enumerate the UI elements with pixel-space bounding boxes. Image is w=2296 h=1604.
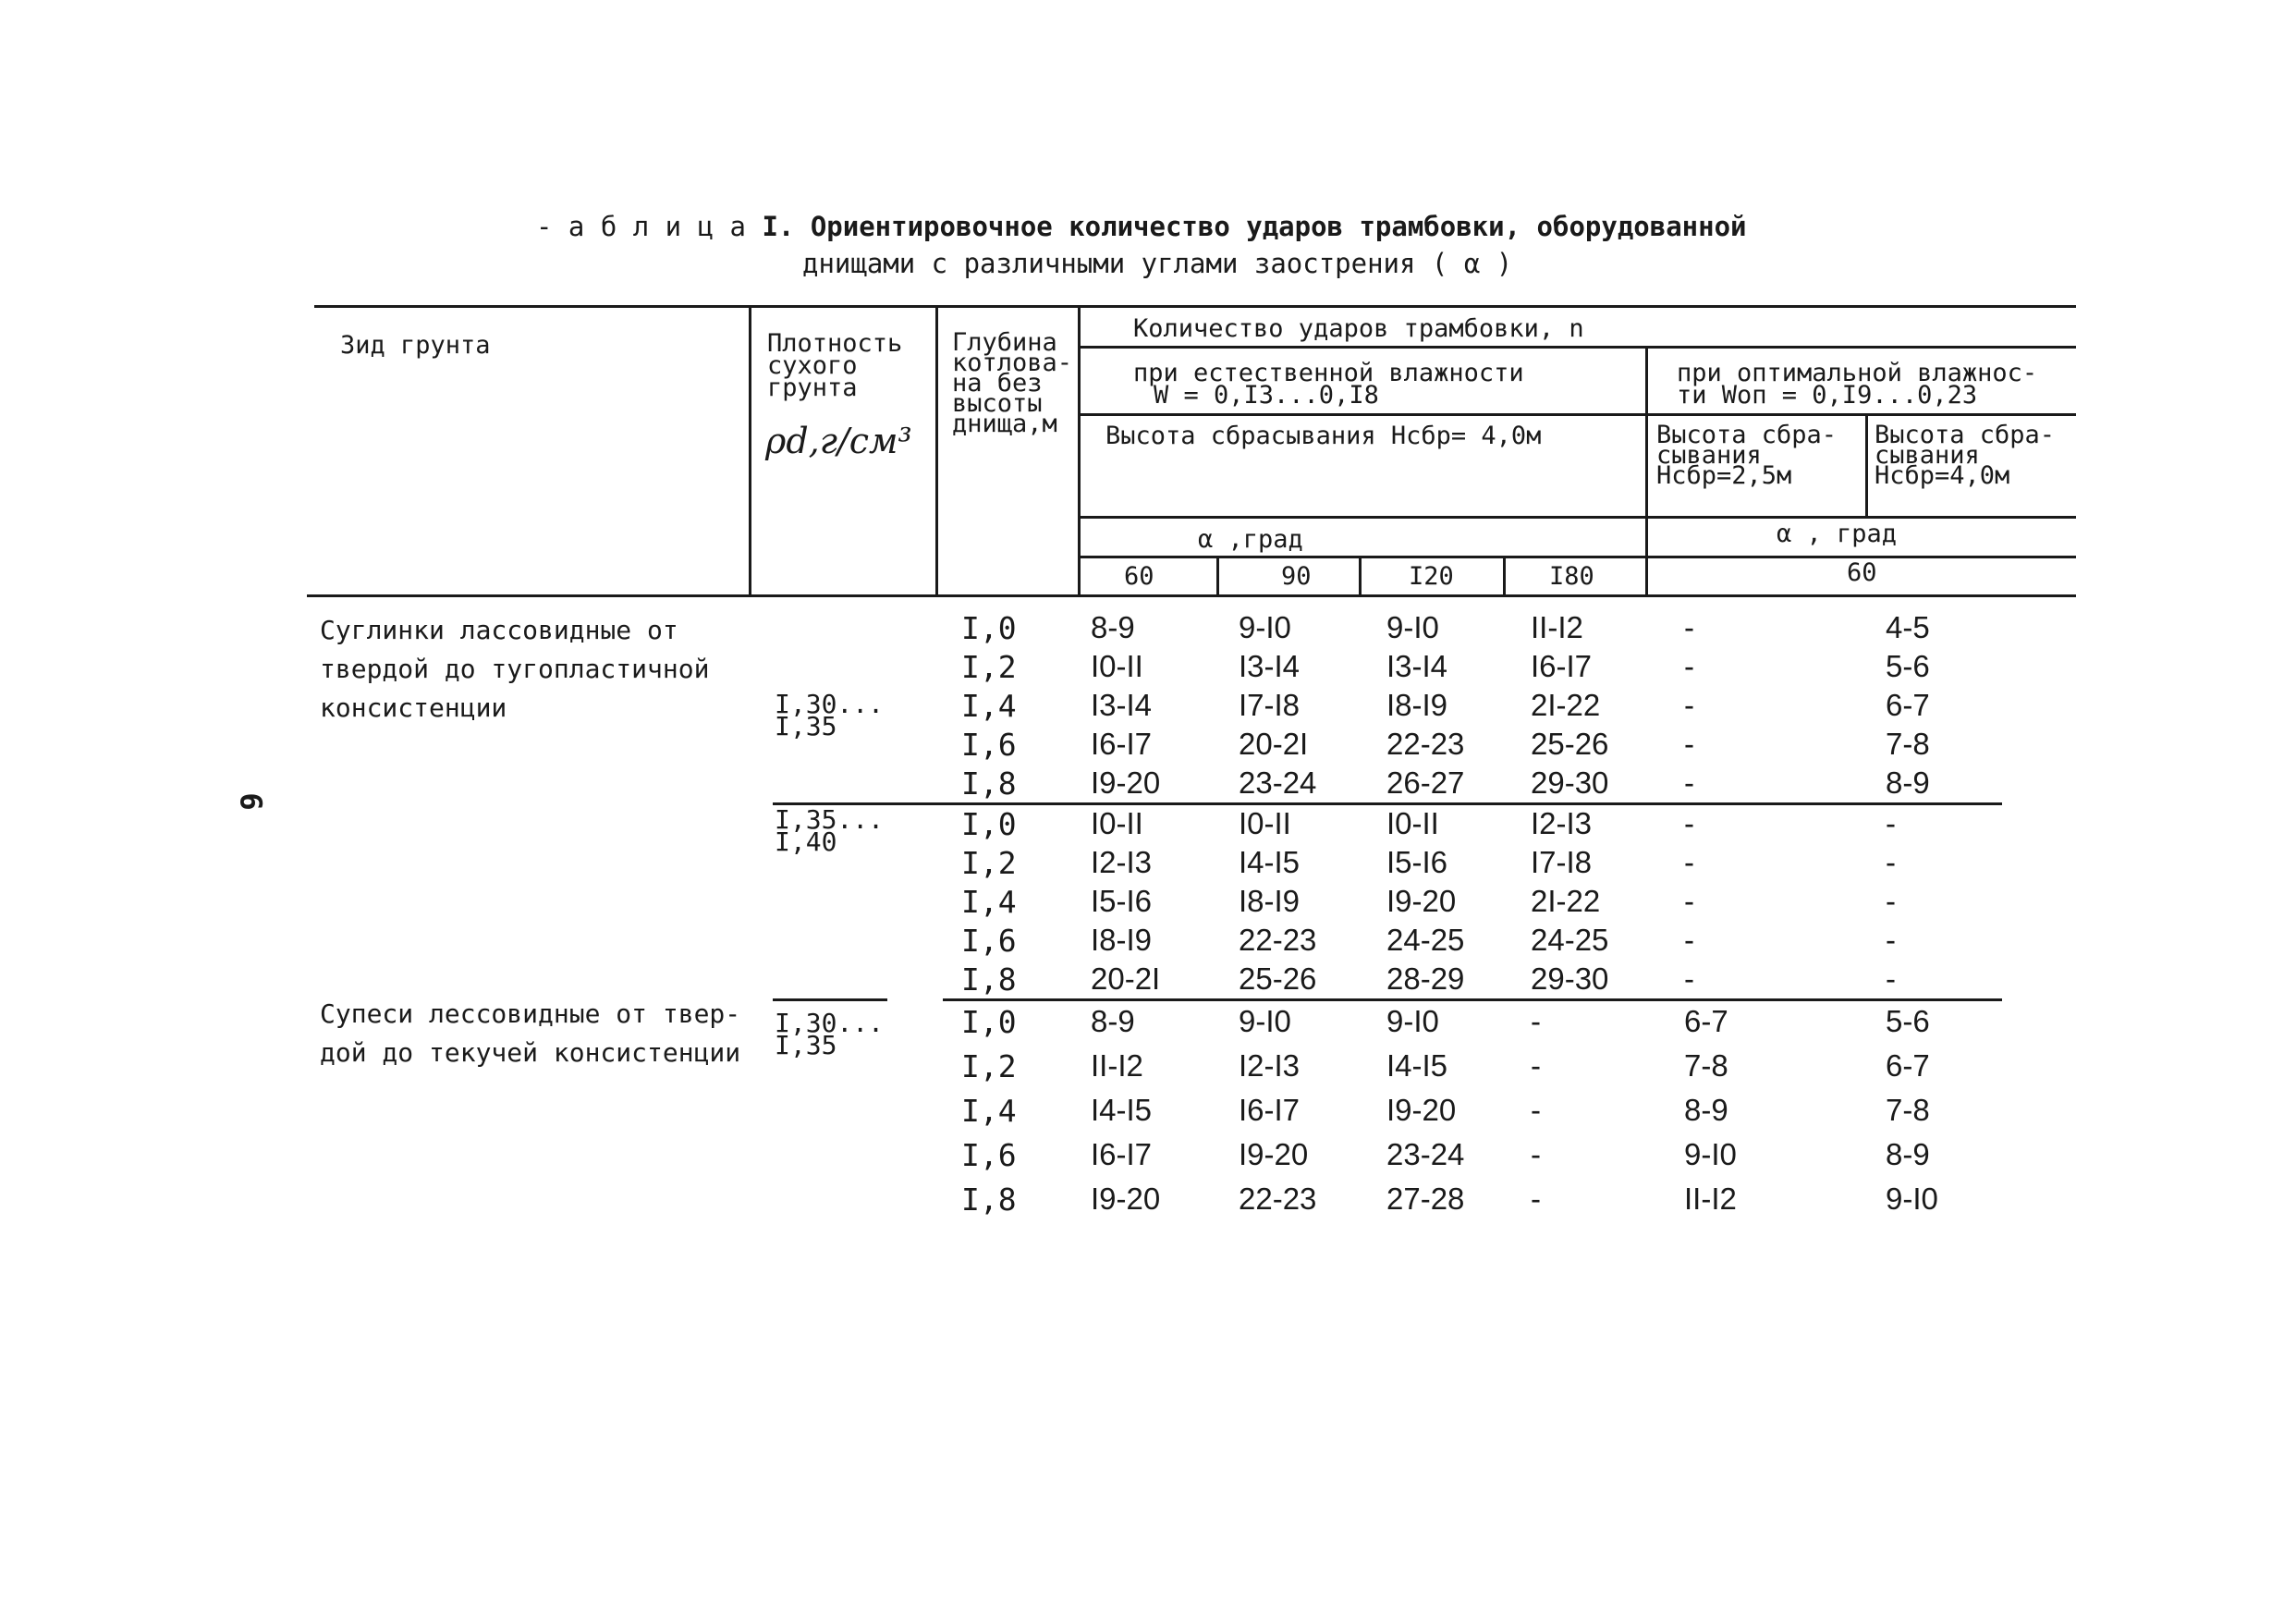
cell-depth: I,0 [961,1004,1017,1040]
cell-o40: 9-I0 [1886,1182,1938,1216]
header-density [767,329,903,402]
cell-o25: 6-7 [1684,1004,1728,1038]
cell-o25: - [1684,845,1694,879]
col-depth-divider [935,305,938,597]
header-drop-natural: Высота сбрасывания Hсбр= 4,0м [1105,422,1542,450]
angle-divider-120 [1359,556,1362,596]
cell-a60: I0-II [1091,806,1143,840]
cell-a90: I4-I5 [1239,845,1301,879]
cell-o40: 8-9 [1886,1137,1930,1171]
cell-depth: I,0 [961,806,1017,842]
cell-depth: I,6 [961,923,1017,959]
cell-a120: 24-25 [1386,923,1465,957]
cell-o40: - [1886,806,1896,840]
cell-a60: I5-I6 [1091,884,1153,918]
cell-depth: I,8 [961,1182,1017,1218]
header-optimal-line: ти Wоп = 0,I9...0,23 [1677,381,1978,410]
cell-o40: - [1886,923,1896,957]
cell-a60: II-I2 [1091,1048,1143,1083]
cell-o25: - [1684,923,1694,957]
cell-a120: 23-24 [1386,1137,1465,1171]
cell-a90: I2-I3 [1239,1048,1301,1083]
cell-a180: 29-30 [1531,961,1609,996]
angle-divider-180 [1503,556,1506,596]
header-density-line: сухого [767,351,858,380]
cell-a90: I7-I8 [1239,688,1301,722]
table-title-line1: Ориентировочное количество ударов трамбовки, оборудованной [810,211,1747,242]
cell-a90: 22-23 [1239,923,1317,957]
cell-o25: 8-9 [1684,1093,1728,1127]
cell-o40: - [1886,961,1896,996]
density-value: I,40 [775,826,837,857]
cell-depth: I,4 [961,884,1017,920]
group2-bottom-rule-right [943,998,2002,1001]
cell-o40: - [1886,845,1896,879]
cell-a60: I6-I7 [1091,1137,1153,1171]
cell-a120: I0-II [1386,806,1439,840]
density-value: I,35 [775,1030,837,1060]
cell-o40: - [1886,884,1896,918]
cell-o25: - [1684,884,1694,918]
col-drop-divider [1865,413,1868,516]
group2-bottom-rule [773,998,887,1001]
header-bottom-rule [307,594,2076,597]
cell-a120: I3-I4 [1386,649,1448,683]
angles-rule [1080,556,2076,558]
soil-type-line: Супеси лессовидные от твер- [320,998,741,1029]
cell-a60: 8-9 [1091,1004,1135,1038]
cell-depth: I,8 [961,765,1017,802]
cell-a90: 9-I0 [1239,1004,1291,1038]
cell-a120: 27-28 [1386,1182,1465,1216]
cell-a120: 22-23 [1386,727,1465,761]
cell-o25: II-I2 [1684,1182,1737,1216]
cell-depth: I,2 [961,649,1017,685]
cell-a120: I9-20 [1386,884,1457,918]
soil-type-line: Суглинки лассовидные от [320,615,678,645]
cell-a120: I5-I6 [1386,845,1448,879]
cell-a180: I2-I3 [1531,806,1593,840]
header-density-line: грунта [767,373,858,402]
header-depth [952,328,1073,438]
table-number: I. [762,211,795,242]
cell-a90: 22-23 [1239,1182,1317,1216]
cell-o40: 4-5 [1886,610,1930,644]
cell-a120: 28-29 [1386,961,1465,996]
header-natural-moisture [1133,359,1524,410]
header-drop-40-line: Высота сбра- [1875,421,2056,449]
header-drop-40-line: Hсбр=4,0м [1875,461,2010,490]
cell-a90: 25-26 [1239,961,1317,996]
cell-depth: I,6 [961,1137,1017,1173]
cell-a180: - [1531,1048,1541,1083]
cell-a180: I6-I7 [1531,649,1593,683]
header-density-unit: ρd,г/см³ [765,421,912,461]
cell-a120: 9-I0 [1386,1004,1439,1038]
col-impacts-divider [1078,305,1081,597]
impacts-rule [1080,346,2076,349]
cell-a90: 20-2I [1239,727,1309,761]
cell-o40: 8-9 [1886,765,1930,800]
cell-a180: 2I-22 [1531,884,1601,918]
cell-depth: I,0 [961,610,1017,646]
cell-depth: I,4 [961,1093,1017,1129]
cell-a120: I8-I9 [1386,688,1448,722]
header-optimal-line: при оптимальной влажнос- [1677,359,2038,387]
page-number: 6 [233,792,269,811]
soil-type-line: консистенции [320,692,507,723]
header-depth-line: высоты [952,389,1043,418]
group1-bottom-rule [773,802,2002,805]
cell-a60: I3-I4 [1091,688,1153,722]
cell-o40: 6-7 [1886,1048,1930,1083]
header-alpha-left: α ,град [1198,525,1303,554]
cell-o25: 9-I0 [1684,1137,1737,1171]
moisture-rule [1080,413,2076,416]
header-depth-line: днища,м [952,410,1057,438]
cell-o40: 7-8 [1886,727,1930,761]
header-angle-optimal: 60 [1847,558,1877,587]
header-drop-25 [1656,421,1838,490]
cell-a180: 29-30 [1531,765,1609,800]
col-optimal-divider [1645,346,1648,597]
cell-depth: I,6 [961,727,1017,763]
cell-a180: 2I-22 [1531,688,1601,722]
cell-a180: - [1531,1004,1541,1038]
header-angle-120: I20 [1409,562,1454,591]
header-alpha-right: α , град [1777,520,1898,548]
cell-a90: I8-I9 [1239,884,1301,918]
cell-a60: I9-20 [1091,1182,1161,1216]
cell-depth: I,8 [961,961,1017,998]
cell-a180: II-I2 [1531,610,1583,644]
cell-a180: 25-26 [1531,727,1609,761]
cell-a60: 20-2I [1091,961,1161,996]
cell-a60: I4-I5 [1091,1093,1153,1127]
header-soil-type: Зид грунта [340,331,491,360]
cell-a120: I9-20 [1386,1093,1457,1127]
header-natural-line: при естественной влажности [1133,359,1524,387]
header-angle-180: I80 [1549,562,1594,591]
soil-type-line: дой до текучей консистенции [320,1037,741,1068]
header-drop-25-line: Hсбр=2,5м [1656,461,1792,490]
cell-a90: I0-II [1239,806,1291,840]
cell-a180: - [1531,1093,1541,1127]
cell-a90: I9-20 [1239,1137,1309,1171]
header-depth-line: на без [952,369,1043,398]
header-angle-90: 90 [1281,562,1312,591]
density-value: I,35 [775,711,837,741]
cell-depth: I,4 [961,688,1017,724]
cell-a60: I0-II [1091,649,1143,683]
header-drop-25-line: Высота сбра- [1656,421,1838,449]
header-natural-line: W = 0,I3...0,I8 [1154,381,1379,410]
cell-a60: I2-I3 [1091,845,1153,879]
density-value: I,35... [775,804,885,835]
cell-o25: 7-8 [1684,1048,1728,1083]
cell-o25: - [1684,806,1694,840]
density-value: I,30... [775,689,885,719]
cell-a120: 9-I0 [1386,610,1439,644]
cell-o25: - [1684,765,1694,800]
cell-a60: 8-9 [1091,610,1135,644]
alpha-rule [1080,516,2076,519]
cell-a60: I6-I7 [1091,727,1153,761]
header-drop-40-line: сывания [1875,441,1980,470]
cell-a60: I8-I9 [1091,923,1153,957]
cell-a180: I7-I8 [1531,845,1593,879]
cell-a90: I6-I7 [1239,1093,1301,1127]
cell-o25: - [1684,649,1694,683]
header-optimal-moisture [1677,359,2038,410]
table-title-line2: днищами с различными углами заострения ( α ) [802,248,1513,279]
header-drop-25-line: сывания [1656,441,1762,470]
header-depth-line: Глубина [952,328,1057,357]
cell-a180: 24-25 [1531,923,1609,957]
header-density-line: Плотность [767,329,903,358]
cell-o40: 7-8 [1886,1093,1930,1127]
cell-a120: I4-I5 [1386,1048,1448,1083]
cell-a180: - [1531,1137,1541,1171]
cell-a120: 26-27 [1386,765,1465,800]
density-value: I,30... [775,1008,885,1038]
soil-type-line: твердой до тугопластичной [320,654,710,684]
cell-a90: I3-I4 [1239,649,1301,683]
header-impacts: Количество ударов трамбовки, n [1133,314,1584,343]
cell-o25: - [1684,961,1694,996]
header-drop-40 [1875,421,2056,490]
angle-divider-90 [1216,556,1219,596]
cell-a60: I9-20 [1091,765,1161,800]
cell-o40: 5-6 [1886,649,1930,683]
cell-o25: - [1684,727,1694,761]
cell-a90: 9-I0 [1239,610,1291,644]
header-depth-line: котлова- [952,349,1073,377]
table-title-prefix: - а б л и ц а [536,211,746,242]
cell-a180: - [1531,1182,1541,1216]
table-top-rule [314,305,2076,308]
cell-o25: - [1684,610,1694,644]
cell-depth: I,2 [961,845,1017,881]
cell-a90: 23-24 [1239,765,1317,800]
col-density-divider [749,305,751,597]
table-title [536,211,1747,242]
cell-o25: - [1684,688,1694,722]
cell-o40: 5-6 [1886,1004,1930,1038]
cell-depth: I,2 [961,1048,1017,1084]
header-angle-60: 60 [1124,562,1154,591]
cell-o40: 6-7 [1886,688,1930,722]
